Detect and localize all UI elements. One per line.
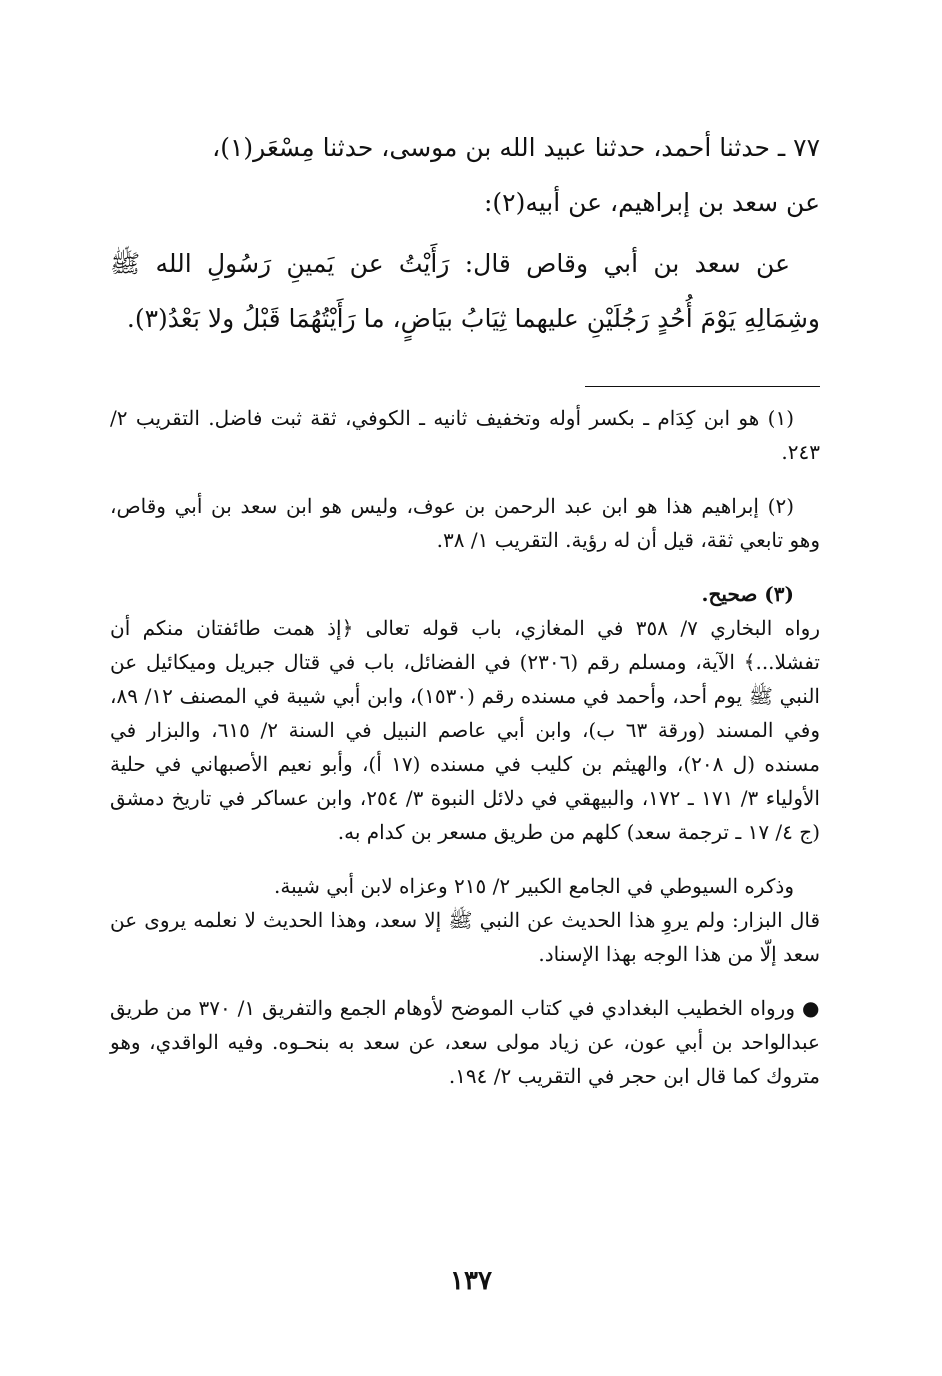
footnote-2: (٢) إبراهيم هذا هو ابن عبد الرحمن بن عوف، وليس هو ابن سعد بن أبي وقاص، وهو تابعي ثقة، قيل أن له رؤية. التقريب ١/ ٣٨. [110, 494, 820, 552]
footnote-3-heading: (٣) صحيح. [701, 582, 794, 606]
isnad-line-2: عن سعد بن إبراهيم، عن أبيه(٢): [483, 188, 820, 217]
isnad-line-1: ٧٧ ـ حدثنا أحمد، حدثنا عبيد الله بن موسى، حدثنا مِسْعَر(١)، [212, 133, 820, 162]
footnote-3-suyuti: وذكره السيوطي في الجامع الكبير ٢/ ٢١٥ وعزاه لابن أبي شيبة. [274, 874, 794, 898]
page-number: ١٣٧ [450, 1266, 492, 1296]
footnote-3-khatib: ● ورواه الخطيب البغدادي في كتاب الموضح لأوهام الجمع والتفريق ١/ ٣٧٠ من طريق عبدالواحد بن أبي عون، عن زياد مولى سعد، عن سعد به بنحـوه. وفيه الواقدي، وهو متروك كما قال ابن حجر في التقريب ٢/ ١٩٤. [110, 996, 820, 1088]
footnote-1: (١) هو ابن كِدَام ـ بكسر أوله وتخفيف ثانيه ـ الكوفي، ثقة ثبت فاضل. التقريب ٢/ ٢٤٣. [110, 406, 820, 464]
footnotes [110, 401, 820, 1093]
footnote-3-body: رواه البخاري ٧/ ٣٥٨ في المغازي، باب قوله تعالى ﴿إذ همت طائفتان منكم أن تفشلا...﴾ الآية، ومسلم رقم (٢٣٠٦) في الفضائل، باب في قتال جبريل وميكائيل عن النبي ﷺ يوم أحد، وأحمد في مسنده رقم (١٥٣٠)، وابن أبي شيبة في المصنف ١٢/ ٨٩، وفي المسند (ورقة ٦٣ ب)، وابن أبي عاصم النبيل في السنة ٢/ ٦١٥، والبزار في مسنده (ل ٢٠٨)، والهيثم بن كليب في مسنده (١٧ أ)، وأبو نعيم الأصبهاني في حلية الأولياء ٣/ ١٧١ ـ ١٧٢، والبيهقي في دلائل النبوة ٣/ ٢٥٤، وابن عساكر في تاريخ دمشق (ج ٤/ ١٧ ـ ترجمة سعد) كلهم من طريق مسعر بن كدام به. [110, 616, 820, 844]
hadith-text [110, 120, 820, 346]
footnote-divider [585, 386, 820, 387]
page-content [110, 120, 820, 1093]
footnote-3-bazzar: قال البزار: ولم يروِ هذا الحديث عن النبي ﷺ إلا سعد، وهذا الحديث لا نعلمه يروى عن سعد إلّا من هذا الوجه بهذا الإسناد. [110, 908, 820, 966]
hadith-matn: عن سعد بن أبي وقاص قال: رَأَيْتُ عن يَمينِ رَسُولِ الله ﷺ وشِمَالِهِ يَوْمَ أُحُدٍ رَجُلَيْنِ عليهما ثِيَابُ بيَاضٍ، ما رَأَيْتُهُمَا قَبْلُ ولا بَعْدُ(٣). [110, 249, 820, 333]
